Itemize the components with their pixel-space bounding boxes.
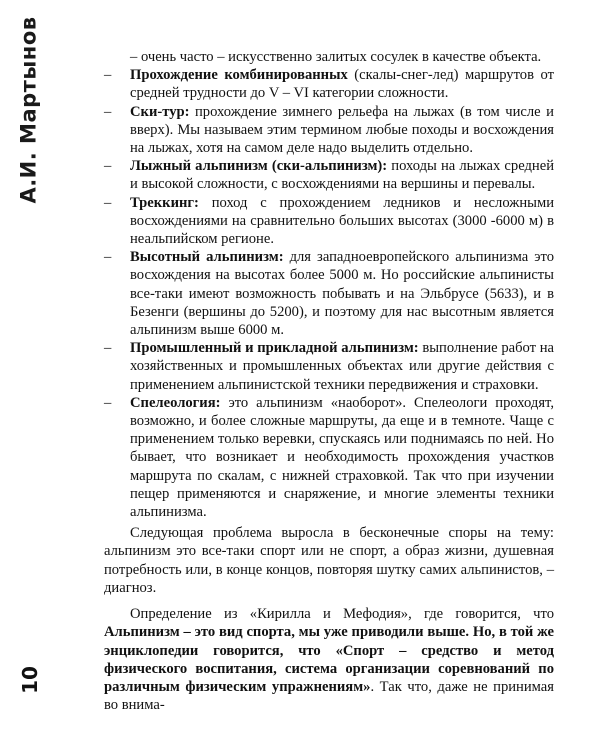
list-item xyxy=(104,394,554,521)
list-text: походы на лыжах средней и высокой сложности, с восхождениями на вершины и перевалы. xyxy=(130,158,555,193)
list-text: для западноевропейского альпинизма это восхождения на высотах более 5000 м. Но российские альпинисты все-таки имеют возможность побывать и на Эльбрусе (5633), и в Безенги (вершины до 5200), и поэтому для нас высотным является альпинизм выше 6000 м. xyxy=(130,249,554,339)
list-text: выполнение работ на хозяйственных и промышленных объектах или другие действия с применением альпинистской техники передвижения и страховки. xyxy=(130,340,554,393)
list-text: поход с прохождением ледников и несложными восхождениями на сравнительно больших высотах (3000 -6000 м) в неальпийском регионе. xyxy=(130,194,554,248)
running-header xyxy=(7,16,51,204)
list-dash: – xyxy=(104,394,112,411)
list-item xyxy=(104,339,554,394)
list-term: Лыжный альпинизм (ски-альпинизм): xyxy=(130,158,388,175)
page-body xyxy=(104,48,554,714)
page-number xyxy=(10,660,50,700)
list-item xyxy=(104,248,554,339)
list-item xyxy=(104,157,554,193)
list-term: Прохождение комбинированных xyxy=(130,67,348,84)
paragraph-sport-debate: Следующая проблема выросла в бесконечные споры на тему: альпинизм это все-таки спорт или не спорт, а образ жизни, душевная потребность или, в конце концов, повторяя шутку самих альпинистов, – диагноз. xyxy=(104,525,554,596)
list-dash: – xyxy=(104,103,112,120)
page-number-text: 10 xyxy=(18,666,42,694)
list-term: Треккинг: xyxy=(130,194,199,211)
list-text: (скалы-снег-лед) маршрутов от средней трудности до V – VI категории сложности. xyxy=(130,67,554,102)
list-item xyxy=(104,66,554,102)
list-text: это альпинизм «наоборот». Спелеологи проходят, возможно, и более сложные маршруты, да еще и в темноте. Чаще с применением только веревки, спускаясь или поднимаясь по ней. Но бывает, что возникает и необходимость прохождения участков маршрута по скалам, с нижней страховкой. Так что при изучении пещер применяются и снаряжение, и многие элементы техники альпинизма. xyxy=(130,394,554,521)
list-term: Промышленный и прикладной альпинизм: xyxy=(130,340,419,357)
list-term: Спелеология: xyxy=(130,394,221,411)
list-dash: – xyxy=(104,158,112,175)
list-term: Ски-тур: xyxy=(130,103,190,120)
list-dash: – xyxy=(104,194,112,211)
paragraph-tail: . Так что, даже не принимая во внима- xyxy=(104,678,554,714)
continuation-text: – очень часто – искусственно залитых сосулек в качестве объекта. xyxy=(130,49,542,65)
list-dash: – xyxy=(104,67,112,84)
paragraph-bold-quote: Альпинизм – это вид спорта, мы уже приводили выше. Но, в той же энциклопедии говорится, что «Спорт – средство и метод физического воспитания, система организации соревнований по различным физическим упражнениям» xyxy=(104,624,554,695)
paragraph-lead: Определение из «Кирилла и Мефодия», где говорится, что xyxy=(130,606,554,623)
list-text: прохождение зимнего рельефа на лыжах (в том числе и вверх). Мы называем этим термином любые походы и восхождения на лыжах, хотя на самом деле надо выделить отдельно. xyxy=(130,103,554,157)
list-dash: – xyxy=(104,249,112,266)
author-name: А.И. Мартынов xyxy=(17,16,41,204)
list-term: Высотный альпинизм: xyxy=(130,249,284,266)
list-item xyxy=(104,194,554,249)
list-item xyxy=(104,103,554,158)
paragraph-definition xyxy=(104,605,554,714)
list-dash: – xyxy=(104,340,112,357)
